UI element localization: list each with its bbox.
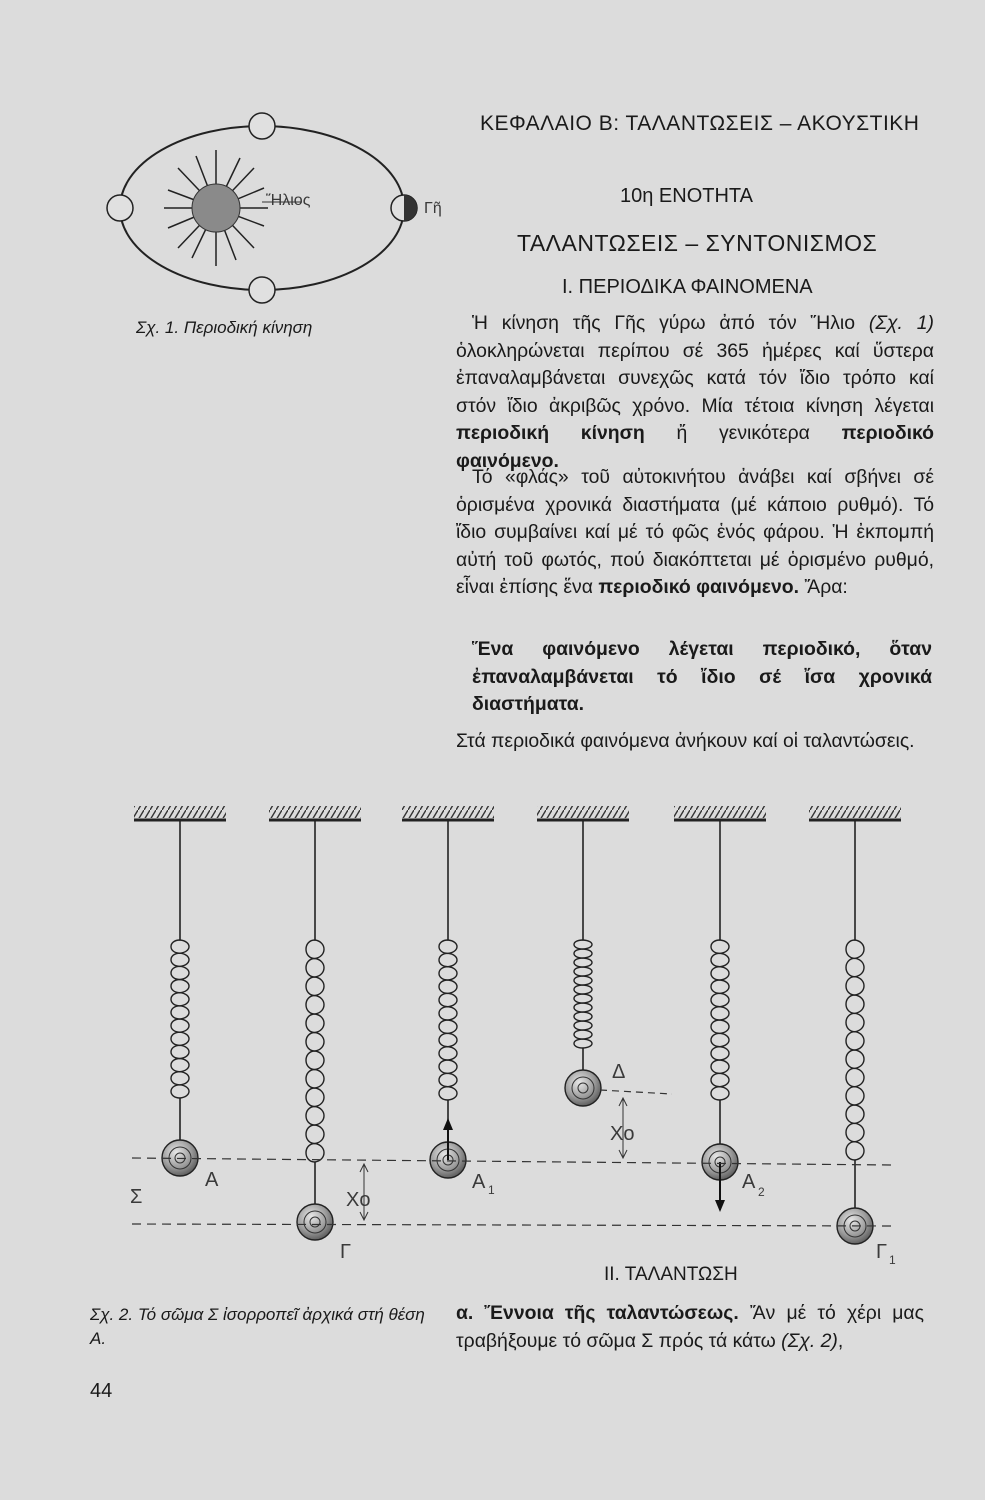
earth-label: Γῆ xyxy=(424,200,442,217)
lower-line xyxy=(132,1224,892,1226)
upper-line xyxy=(600,1090,672,1094)
spring-2 xyxy=(269,806,361,1240)
earth-position-top xyxy=(249,113,275,139)
label-A1-sub: 1 xyxy=(488,1183,495,1197)
spring-5 xyxy=(674,806,766,1212)
mass-ball xyxy=(297,1204,333,1240)
figure1-orbit xyxy=(107,113,442,303)
label-sigma: Σ xyxy=(130,1186,143,1208)
spring-6 xyxy=(809,806,901,1244)
earth-position-bottom xyxy=(249,277,275,303)
definition-periodic: Ἕνα φαινόμενο λέγεται περιοδικό, ὅταν ἐπαναλαμβάνεται τό ἴδιο σέ ἴσα χρονικά διαστήματα. xyxy=(472,638,932,716)
label-A: Α xyxy=(205,1169,219,1191)
label-Gamma1: Γ xyxy=(876,1241,888,1263)
sun-label: Ἥλιος xyxy=(266,192,311,209)
label-Gamma1-sub: 1 xyxy=(889,1253,896,1267)
label-A1: Α xyxy=(472,1171,486,1193)
ceiling-hatch xyxy=(809,806,901,818)
equilibrium-line xyxy=(132,1158,892,1165)
paragraph-oscillation-concept: α. Ἔννοια τῆς ταλαντώσεως. Ἄν μέ τό χέρι μας τραβήξουμε τό σῶμα Σ πρός τά κάτω (Σχ. 2), xyxy=(456,1302,924,1352)
ceiling-hatch xyxy=(134,806,226,818)
paragraph-oscillations: Στά περιοδικά φαινόμενα ἀνήκουν καί οἱ ταλαντώσεις. xyxy=(456,730,915,752)
earth-position-left xyxy=(107,195,133,221)
label-A2: Α xyxy=(742,1171,756,1193)
page-title: ΤΑΛΑΝΤΩΣΕΙΣ – ΣΥΝΤΟΝΙΣΜΟΣ xyxy=(517,230,878,256)
mass-ball xyxy=(565,1070,601,1106)
arrow-up-icon xyxy=(443,1118,453,1130)
chapter-heading: ΚΕΦΑΛΑΙΟ Β: ΤΑΛΑΝΤΩΣΕΙΣ – ΑΚΟΥΣΤΙΚΗ xyxy=(480,112,920,135)
section-heading-oscillation: ΙΙ. ΤΑΛΑΝΤΩΣΗ xyxy=(604,1264,738,1285)
paragraph-flash: Τό «φλάς» τοῦ αὐτοκινήτου ἀνάβει καί σβήνει σέ ὁρισμένα χρονικά διαστήματα (μέ κάποιο ρυθμό). Τό ἴδιο συμβαίνει καί μέ τό φῶς ἑνός φάρου. Ἡ ἐκπομπή αὐτή τοῦ φωτός, πού διακόπτεται μέ ὁρισμένο ρυθμό, εἶναι ἐπίσης ἕνα περιοδικό φαινόμενο. Ἄρα: xyxy=(456,466,934,599)
section-heading-periodic: Ι. ΠΕΡΙΟΔΙΚΑ ΦΑΙΝΟΜΕΝΑ xyxy=(562,276,813,298)
unit-heading: 10η ΕΝΟΤΗΤΑ xyxy=(620,185,753,207)
ceiling-hatch xyxy=(537,806,629,818)
arrow-down-icon xyxy=(715,1200,725,1212)
label-Delta: Δ xyxy=(612,1061,626,1083)
spring-1 xyxy=(134,806,226,1176)
label-Gamma: Γ xyxy=(340,1241,352,1263)
paragraph-earth-motion: Ἡ κίνηση τῆς Γῆς γύρω ἀπό τόν Ἥλιο (Σχ. 1) ὁλοκληρώνεται περίπου σέ 365 ἡμέρες καί ὕστερα ἐπαναλαμβάνεται συνεχῶς κατά τόν ἴδιο τρόπο καί στόν ἴδιο ἀκριβῶς χρόνο. Μία τέτοια κίνηση λέγεται περιοδική κίνηση ἤ γενικότερα περιοδικό φαινόμενο. xyxy=(456,312,935,472)
ceiling-hatch xyxy=(402,806,494,818)
ceiling-hatch xyxy=(269,806,361,818)
figure2-springs xyxy=(130,806,901,1267)
spring-3 xyxy=(402,806,494,1178)
label-x0-first: Χο xyxy=(346,1189,371,1211)
page-number: 44 xyxy=(90,1380,113,1402)
figure2-caption: Σχ. 2. Τό σῶμα Σ ἰσορροπεῖ ἀρχικά στή θέση Α. xyxy=(90,1305,425,1348)
figure1-caption: Σχ. 1. Περιοδική κίνηση xyxy=(136,318,313,337)
sun-icon xyxy=(164,150,268,266)
ceiling-hatch xyxy=(674,806,766,818)
label-x0-second: Χο xyxy=(610,1123,635,1145)
label-A2-sub: 2 xyxy=(758,1185,765,1199)
